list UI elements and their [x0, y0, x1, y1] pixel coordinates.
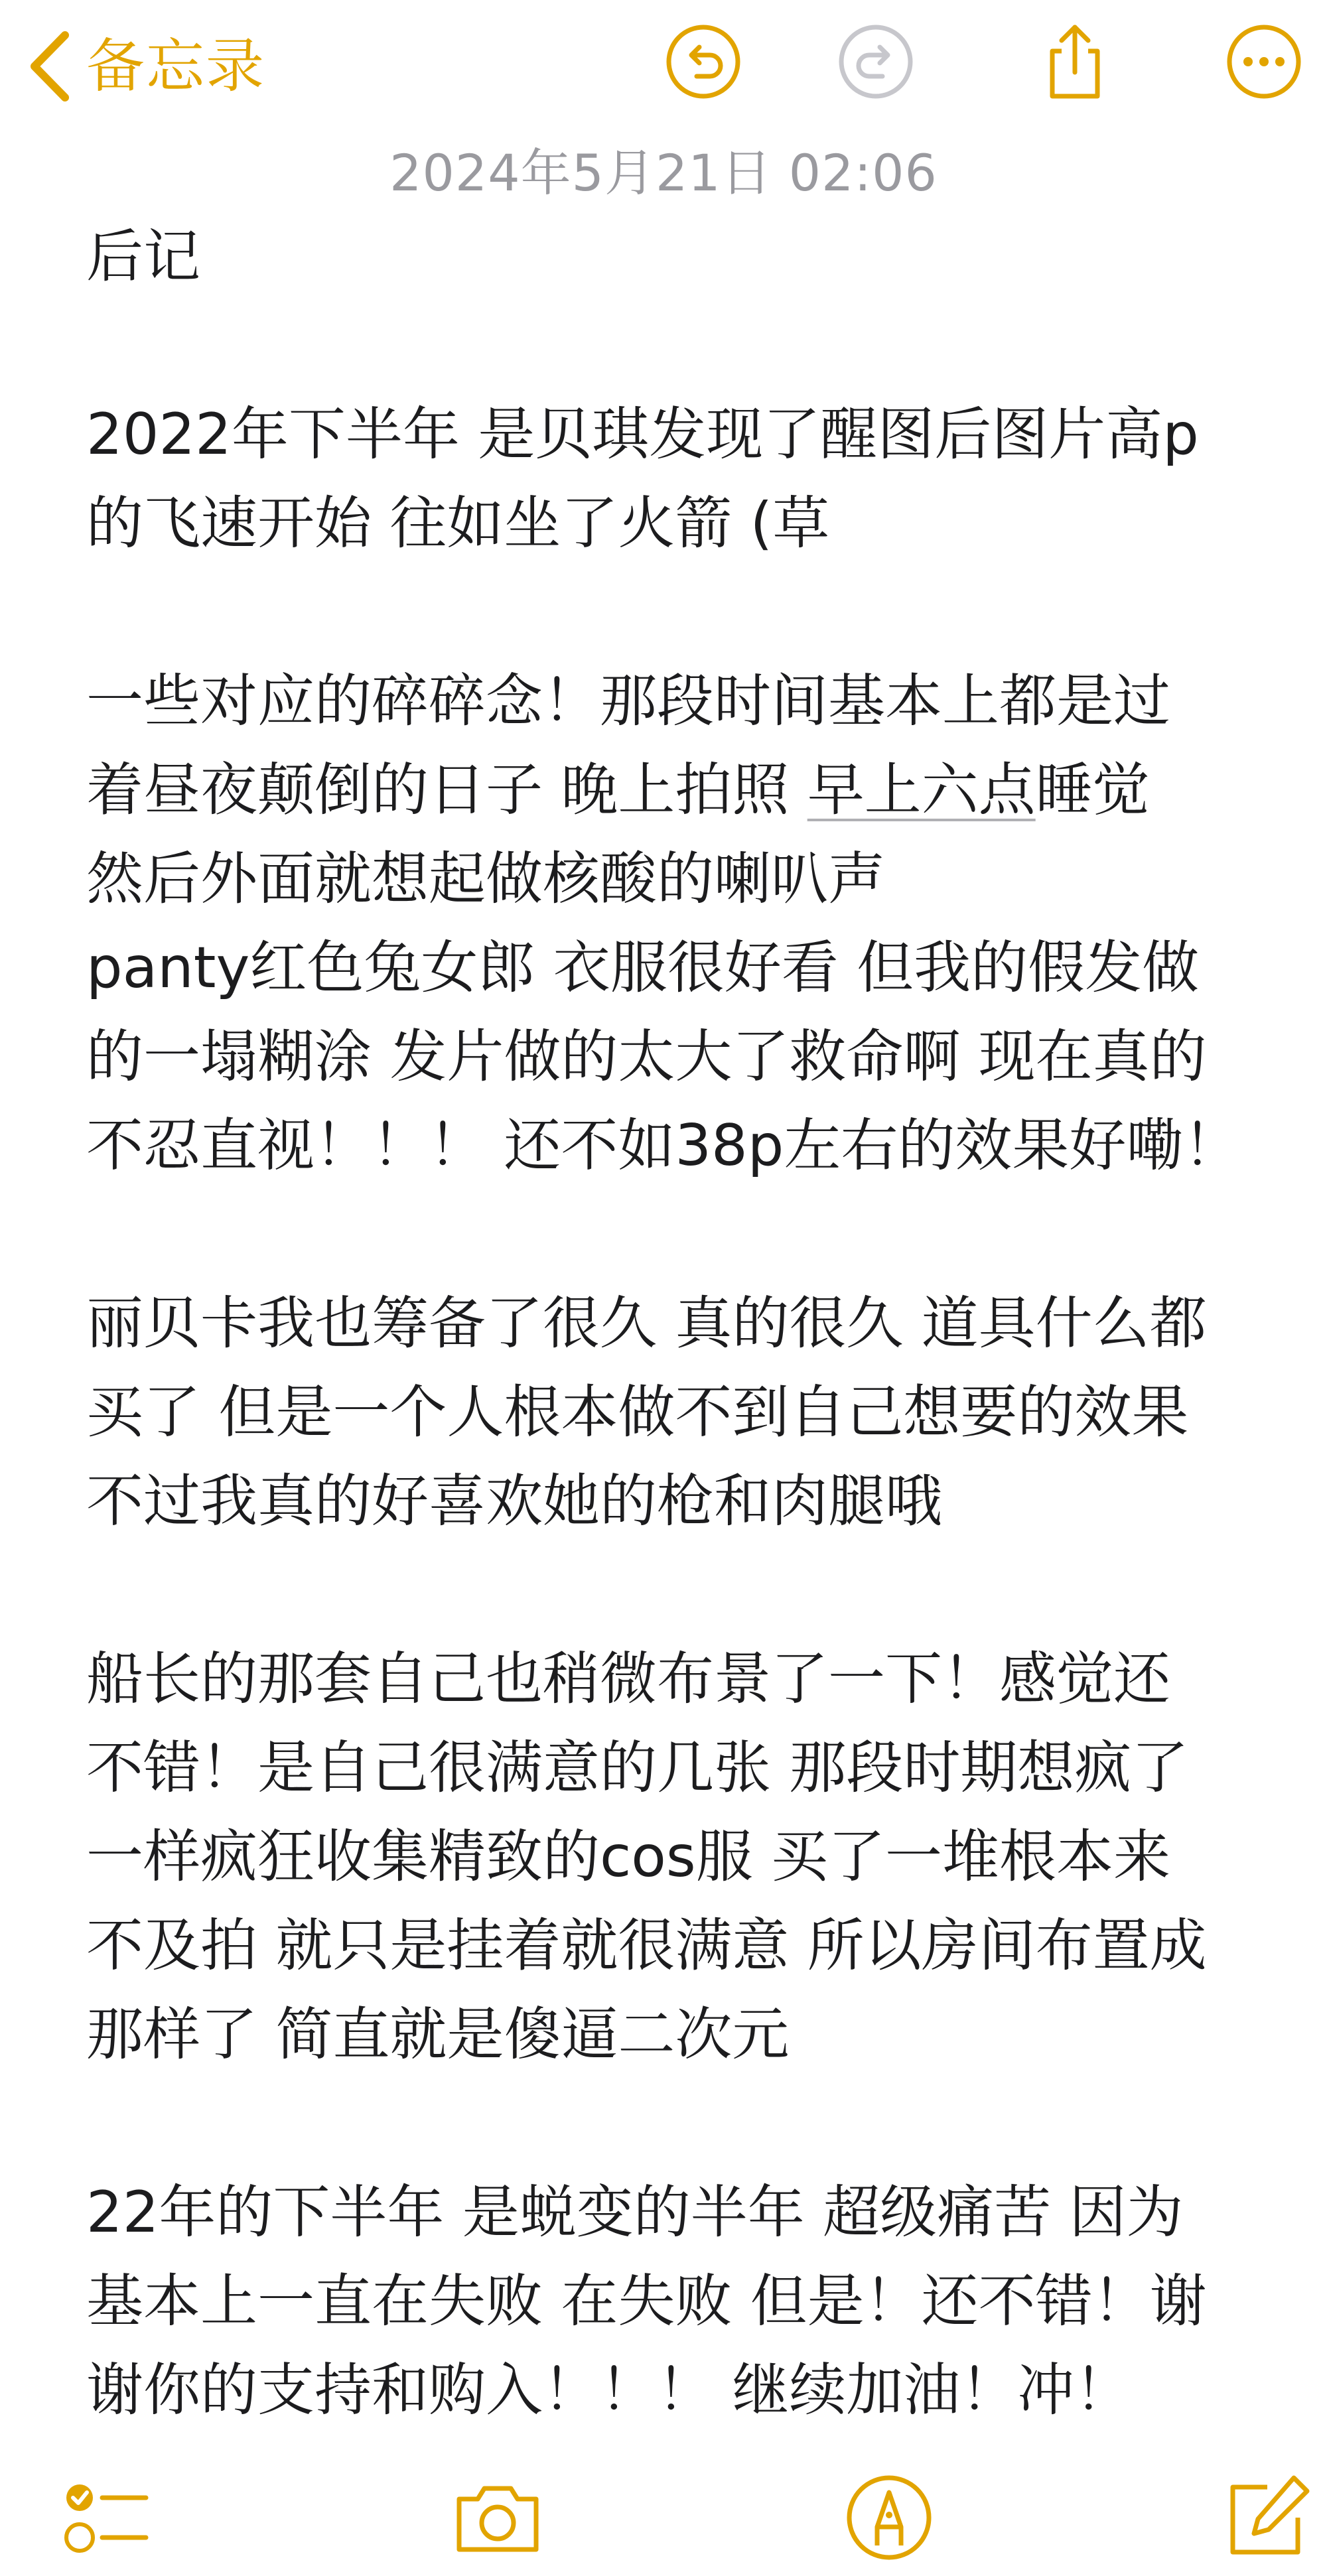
checklist-icon	[60, 2471, 153, 2564]
markup-button[interactable]	[839, 2468, 939, 2567]
blank-line	[86, 1190, 1267, 1279]
redo-button[interactable]	[833, 19, 919, 105]
note-line: 的一塌糊涂 发片做的太大了救命啊 现在真的	[86, 1024, 1207, 1090]
note-line: 不及拍 就只是挂着就很满意 所以房间布置成	[86, 1913, 1207, 1979]
compose-button[interactable]	[1218, 2468, 1317, 2567]
note-date: 2024年5月21日 02:06	[389, 143, 938, 202]
note-body[interactable]	[86, 212, 1267, 2435]
note-line: 一样疯狂收集精致的cos服 买了一堆根本来	[86, 1824, 1171, 1890]
note-line: 22年的下半年 是蜕变的半年 超级痛苦 因为	[86, 2179, 1184, 2246]
undo-icon	[664, 22, 743, 102]
blank-line	[86, 1546, 1267, 1635]
note-line: 不忍直视！！！ 还不如38p左右的效果好嘞！	[86, 1113, 1241, 1179]
compose-icon	[1221, 2471, 1314, 2564]
blank-line	[86, 568, 1267, 657]
note-line: 谢你的支持和购入！！！ 继续加油！冲！	[86, 2357, 1132, 2423]
back-button-label: 备忘录	[86, 32, 266, 100]
more-icon	[1224, 22, 1304, 102]
note-line: 基本上一直在失败 在失败 但是！还不错！谢	[86, 2268, 1207, 2335]
detected-time-link[interactable]: 早上六点	[807, 757, 1036, 823]
top-navigation-bar	[0, 0, 1327, 133]
redo-icon	[836, 22, 916, 102]
checklist-button[interactable]	[56, 2468, 156, 2567]
note-line: 的飞速开始 往如坐了火箭 (草	[86, 490, 830, 557]
share-icon	[1035, 22, 1115, 102]
bottom-toolbar	[0, 2455, 1327, 2576]
note-text: 着昼夜颠倒的日子 晚上拍照	[86, 757, 807, 823]
note-line: 买了 但是一个人根本做不到自己想要的效果	[86, 1379, 1189, 1446]
note-line: 那样了 简直就是傻逼二次元	[86, 2001, 790, 2068]
back-button[interactable]	[27, 13, 265, 119]
note-line: 2022年下半年 是贝琪发现了醒图后图片高p	[86, 401, 1199, 468]
camera-icon	[451, 2471, 544, 2564]
note-line: 一些对应的碎碎念！那段时间基本上都是过	[86, 668, 1170, 734]
note-title: 后记	[86, 224, 200, 290]
markup-pen-icon	[843, 2471, 936, 2564]
blank-line	[86, 2079, 1267, 2168]
note-line: panty红色兔女郎 衣服很好看 但我的假发做	[86, 935, 1200, 1001]
note-line: 丽贝卡我也筹备了很久 真的很久 道具什么都	[86, 1290, 1207, 1357]
share-button[interactable]	[1032, 19, 1118, 105]
chevron-left-icon	[27, 30, 73, 103]
note-line: 船长的那套自己也稍微布景了一下！感觉还	[86, 1646, 1170, 1712]
note-line: 不错！是自己很满意的几张 那段时期想疯了	[86, 1735, 1189, 1801]
camera-button[interactable]	[448, 2468, 547, 2567]
blank-line	[86, 301, 1267, 390]
undo-button[interactable]	[660, 19, 746, 105]
note-line: 然后外面就想起做核酸的喇叭声	[86, 846, 885, 912]
more-button[interactable]	[1221, 19, 1307, 105]
note-line	[86, 746, 1267, 835]
note-text: 睡觉	[1035, 757, 1150, 823]
note-line: 不过我真的好喜欢她的枪和肉腿哦	[86, 1468, 942, 1534]
